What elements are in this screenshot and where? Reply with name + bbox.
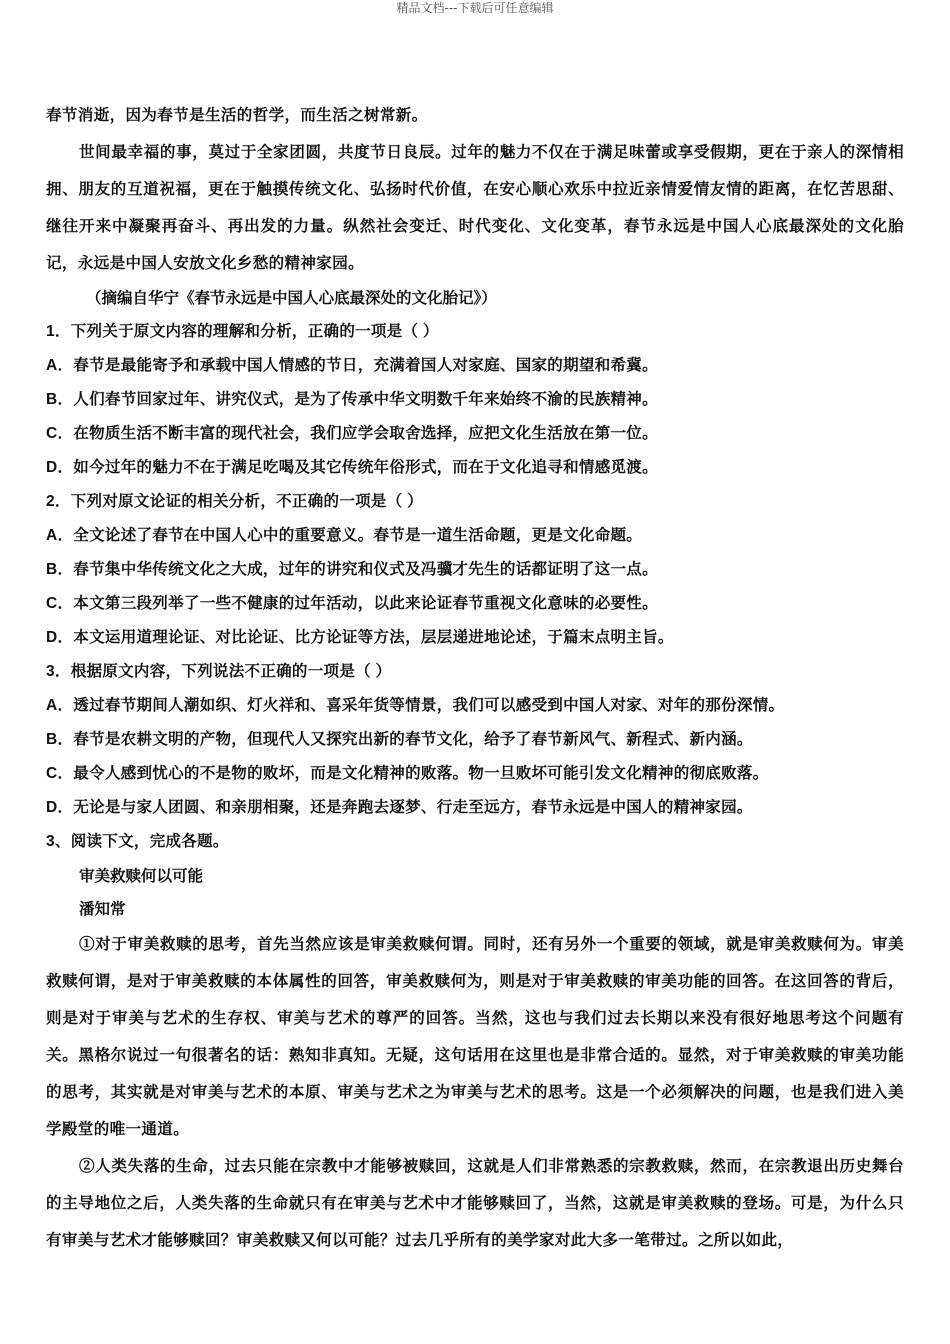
question-3-option-c: C．最令人感到忧心的不是物的败坏，而是文化精神的败落。物一旦败坏可能引发文化精神的彻底败落。: [46, 765, 769, 782]
article-title: 审美救赎何以可能: [79, 866, 204, 885]
question-1-option-c: C．在物质生活不断丰富的现代社会，我们应学会取舍选择，应把文化生活放在第一位。: [46, 425, 658, 442]
question-2-option-d: D．本文运用道理论证、对比论证、比方论证等方法，层层递进地论述，于篇末点明主旨。: [46, 629, 674, 646]
question-2-stem: 2．下列对原文论证的相关分析，不正确的一项是（ ）: [46, 493, 423, 510]
question-3-option-b: B．春节是农耕文明的产物，但现代人又探究出新的春节文化，给予了春节新风气、新程式、新内涵。: [46, 731, 753, 748]
question-3-option-a: A．透过春节期间人潮如织、灯火祥和、喜采年货等情景，我们可以感受到中国人对家、对年的那份深情。: [46, 697, 785, 714]
question-1-stem: 1．下列关于原文内容的理解和分析，正确的一项是（ ）: [46, 323, 439, 340]
passage-source: （摘编自华宁《春节永远是中国人心底最深处的文化胎记》）: [86, 288, 497, 307]
question-2-option-b: B．春节集中华传统文化之大成，过年的讲究和仪式及冯骥才先生的话都证明了这一点。: [46, 561, 658, 578]
question-3-stem: 3．根据原文内容，下列说法不正确的一项是（ ）: [46, 663, 392, 680]
article-author: 潘知常: [79, 899, 126, 918]
article-paragraph-1: ①对于审美救赎的思考，首先当然应该是审美救赎何谓。同时，还有另外一个重要的领域，就是审美救赎何为。审美救赎何谓，是对于审美救赎的本体属性的回答，审美救赎何为，则是对于审美救赎的审美功能的回答。在这回答的背后，则是对于审美与艺术的生存权、审美与艺术的尊严的回答。当然，这也与我们过去长期以来没有很好地思考这个问题有关。黑格尔说过一句很著名的话：熟知非真知。无疑，这句话用在这里也是非常合适的。显然，对于审美救赎的审美功能的思考，其实就是对审美与艺术的本原、审美与艺术之为审美与艺术的思考。这是一个必须解决的问题，也是我们进入美学殿堂的唯一通道。: [46, 934, 904, 1138]
passage-paragraph-end: 春节消逝，因为春节是生活的哲学，而生活之树常新。: [46, 105, 428, 124]
question-3-option-d: D．无论是与家人团圆、和亲朋相聚，还是奔跑去逐梦、行走至远方，春节永远是中国人的精神家园。: [46, 799, 753, 816]
question-2-option-c: C．本文第三段列举了一些不健康的过年活动，以此来论证春节重视文化意味的必要性。: [46, 595, 658, 612]
article-paragraph-2: ②人类失落的生命，过去只能在宗教中才能够被赎回，这就是人们非常熟悉的宗教救赎，然而，在宗教退出历史舞台的主导地位之后，人类失落的生命就只有在审美与艺术中才能够赎回了，当然，这就是审美救赎的登场。可是，为什么只有审美与艺术才能够赎回？审美救赎又何以可能？过去几乎所有的美学家对此大多一笔带过。之所以如此，: [46, 1156, 904, 1249]
question-2-option-a: A．全文论述了春节在中国人心中的重要意义。春节是一道生活命题，更是文化命题。: [46, 527, 643, 544]
document-body: [46, 96, 904, 1258]
question-1-option-d: D．如今过年的魅力不在于满足吃喝及其它传统年俗形式，而在于文化追寻和情感觅渡。: [46, 459, 658, 476]
question-1-option-b: B．人们春节回家过年、讲究仪式，是为了传承中华文明数千年来始终不渝的民族精神。: [46, 391, 658, 408]
passage-paragraph-last: 世间最幸福的事，莫过于全家团圆，共度节日良辰。过年的魅力不仅在于满足味蕾或享受假期，更在于亲人的深情相拥、朋友的互道祝福，更在于触摸传统文化、弘扬时代价值，在安心顺心欢乐中拉近亲情爱情友情的距离，在忆苦思甜、继往开来中凝聚再奋斗、再出发的力量。纵然社会变迁、时代变化、文化变革，春节永远是中国人心底最深处的文化胎记，永远是中国人安放文化乡愁的精神家园。: [46, 142, 904, 272]
page-header: 精品文档---下载后可任意编辑: [396, 1, 554, 15]
question-1-option-a: A．春节是最能寄予和承载中国人情感的节日，充满着国人对家庭、国家的期望和希冀。: [46, 357, 658, 374]
section-3-intro: 3、阅读下文，完成各题。: [46, 833, 229, 850]
